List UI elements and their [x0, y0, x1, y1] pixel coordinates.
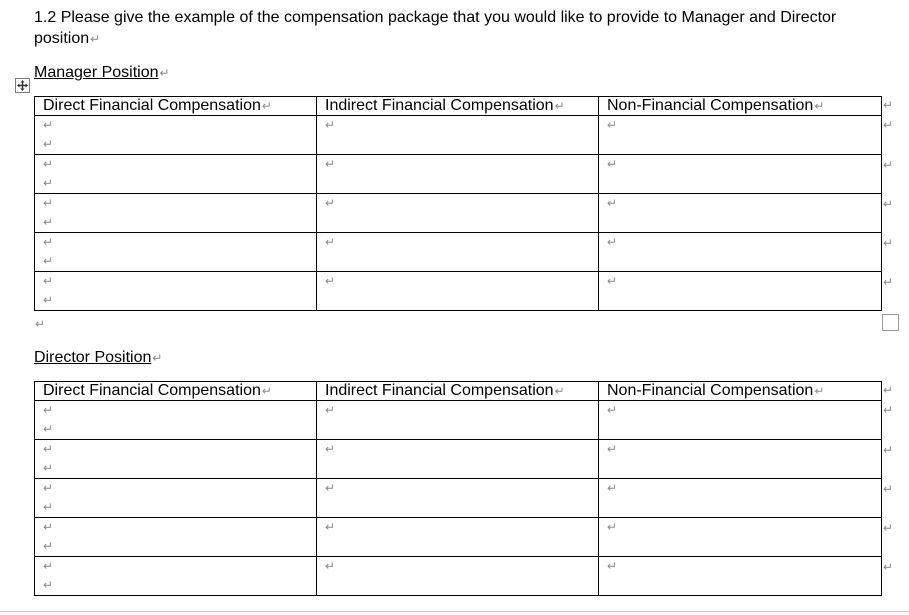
cell-mark: ↵	[325, 118, 336, 132]
paragraph-mark: ↵	[43, 118, 54, 132]
row-end-mark: ↵	[883, 521, 894, 535]
cell-mark: ↵	[261, 384, 272, 398]
cell-mark: ↵	[43, 254, 54, 268]
cell-mark: ↵	[607, 235, 618, 249]
paragraph-mark: ↵	[43, 274, 54, 288]
table-row	[35, 479, 882, 518]
table-header-row	[35, 382, 882, 401]
table-row	[35, 116, 882, 155]
table-cell[interactable]	[599, 440, 882, 479]
cell-mark: ↵	[325, 235, 336, 249]
paragraph-mark: ↵	[152, 351, 163, 365]
move-cross-icon[interactable]	[15, 78, 30, 93]
manager-heading-text: Manager Position	[34, 64, 159, 81]
header-label: Indirect Financial Compensation	[325, 97, 554, 114]
cell-mark: ↵	[554, 384, 565, 398]
resize-square-icon[interactable]	[882, 314, 899, 331]
page-edge	[0, 611, 909, 612]
cell-mark: ↵	[325, 442, 336, 456]
table-cell[interactable]	[599, 557, 882, 596]
table-row	[35, 440, 882, 479]
row-end-mark: ↵	[883, 236, 894, 250]
table-row	[35, 518, 882, 557]
header-cell-indirect[interactable]	[317, 97, 599, 116]
cell-mark: ↵	[607, 520, 618, 534]
paragraph-mark: ↵	[43, 235, 54, 249]
table-cell[interactable]	[599, 518, 882, 557]
cell-mark: ↵	[607, 274, 618, 288]
row-end-mark: ↵	[883, 275, 894, 289]
table-cell[interactable]	[35, 518, 317, 557]
cell-mark: ↵	[325, 157, 336, 171]
table-cell[interactable]	[35, 479, 317, 518]
cell-mark: ↵	[607, 442, 618, 456]
table-cell[interactable]	[599, 155, 882, 194]
paragraph-mark: ↵	[43, 520, 54, 534]
table-row	[35, 272, 882, 311]
cell-mark: ↵	[43, 176, 54, 190]
paragraph-mark: ↵	[43, 196, 54, 210]
question-line-1	[34, 7, 836, 28]
cell-mark: ↵	[325, 559, 336, 573]
cell-mark: ↵	[554, 99, 565, 113]
manager-heading	[34, 62, 170, 84]
table-cell[interactable]	[599, 233, 882, 272]
paragraph-mark: ↵	[43, 157, 54, 171]
table-cell[interactable]	[317, 479, 599, 518]
row-end-mark: ↵	[883, 197, 894, 211]
table-row	[35, 155, 882, 194]
table-cell[interactable]	[599, 116, 882, 155]
table-cell[interactable]	[35, 557, 317, 596]
text-cursor	[881, 194, 882, 215]
cell-mark: ↵	[814, 384, 825, 398]
cell-mark: ↵	[607, 196, 618, 210]
table-cell[interactable]	[317, 440, 599, 479]
cell-mark: ↵	[43, 500, 54, 514]
row-end-mark: ↵	[883, 443, 894, 457]
cell-mark: ↵	[607, 118, 618, 132]
table-cell[interactable]	[35, 233, 317, 272]
row-end-mark: ↵	[883, 98, 894, 112]
empty-paragraph	[34, 313, 45, 335]
cell-mark: ↵	[325, 196, 336, 210]
row-end-mark: ↵	[883, 118, 894, 132]
cell-mark: ↵	[43, 539, 54, 553]
paragraph-mark: ↵	[43, 559, 54, 573]
header-label: Direct Financial Compensation	[43, 97, 261, 114]
cell-mark: ↵	[43, 137, 54, 151]
row-end-mark: ↵	[883, 403, 894, 417]
cell-mark: ↵	[261, 99, 272, 113]
table-cell[interactable]	[599, 479, 882, 518]
paragraph-mark: ↵	[35, 317, 46, 331]
cell-mark: ↵	[43, 461, 54, 475]
paragraph-mark: ↵	[159, 66, 170, 80]
header-cell-nonfinancial[interactable]	[599, 97, 882, 116]
cell-mark: ↵	[607, 481, 618, 495]
table-row	[35, 401, 882, 440]
paragraph-mark: ↵	[43, 481, 54, 495]
director-table[interactable]	[34, 381, 882, 596]
table-cell[interactable]	[35, 401, 317, 440]
cell-mark: ↵	[325, 481, 336, 495]
header-label: Non-Financial Compensation	[607, 382, 814, 399]
question-text: 1.2 Please give the example of the compensation package that you would like to provide to Manager and Director	[34, 9, 837, 26]
paragraph-mark: ↵	[43, 403, 54, 417]
cell-mark: ↵	[607, 157, 618, 171]
table-cell[interactable]	[317, 272, 599, 311]
table-row	[35, 233, 882, 272]
cell-mark: ↵	[43, 578, 54, 592]
question-line-2	[34, 28, 100, 50]
cell-mark: ↵	[325, 520, 336, 534]
table-cell[interactable]	[35, 194, 317, 233]
header-cell-indirect[interactable]	[317, 382, 599, 401]
table-cell[interactable]	[599, 194, 882, 233]
table-cell[interactable]	[35, 116, 317, 155]
table-cell[interactable]	[35, 272, 317, 311]
cell-mark: ↵	[325, 403, 336, 417]
header-cell-nonfinancial[interactable]	[599, 382, 882, 401]
row-end-mark: ↵	[883, 158, 894, 172]
table-cell[interactable]	[35, 155, 317, 194]
table-cell[interactable]	[599, 272, 882, 311]
header-label: Direct Financial Compensation	[43, 382, 261, 399]
director-heading-text: Director Position	[34, 349, 152, 366]
header-label: Indirect Financial Compensation	[325, 382, 554, 399]
paragraph-mark: ↵	[43, 442, 54, 456]
cell-mark: ↵	[814, 99, 825, 113]
table-row	[35, 557, 882, 596]
table-cell[interactable]	[317, 233, 599, 272]
cell-mark: ↵	[43, 293, 54, 307]
cell-mark: ↵	[325, 274, 336, 288]
table-cell[interactable]	[317, 116, 599, 155]
table-row	[35, 194, 882, 233]
row-end-mark: ↵	[883, 560, 894, 574]
row-end-mark: ↵	[883, 482, 894, 496]
table-cell[interactable]	[35, 440, 317, 479]
director-heading	[34, 347, 162, 369]
header-label: Non-Financial Compensation	[607, 97, 814, 114]
table-cell[interactable]	[317, 401, 599, 440]
table-cell[interactable]	[317, 557, 599, 596]
cell-mark: ↵	[607, 403, 618, 417]
header-cell-direct[interactable]	[35, 382, 317, 401]
cell-mark: ↵	[43, 215, 54, 229]
cell-mark: ↵	[607, 559, 618, 573]
row-end-mark: ↵	[883, 383, 894, 397]
question-text-cont: position	[34, 30, 90, 47]
table-cell[interactable]	[317, 155, 599, 194]
table-cell[interactable]	[317, 518, 599, 557]
manager-table[interactable]	[34, 96, 882, 311]
move-cross-glyph	[17, 80, 28, 91]
paragraph-mark: ↵	[90, 32, 101, 46]
cell-mark: ↵	[43, 422, 54, 436]
table-cell[interactable]	[599, 401, 882, 440]
header-cell-direct[interactable]	[35, 97, 317, 116]
table-cell[interactable]	[317, 194, 599, 233]
table-header-row	[35, 97, 882, 116]
